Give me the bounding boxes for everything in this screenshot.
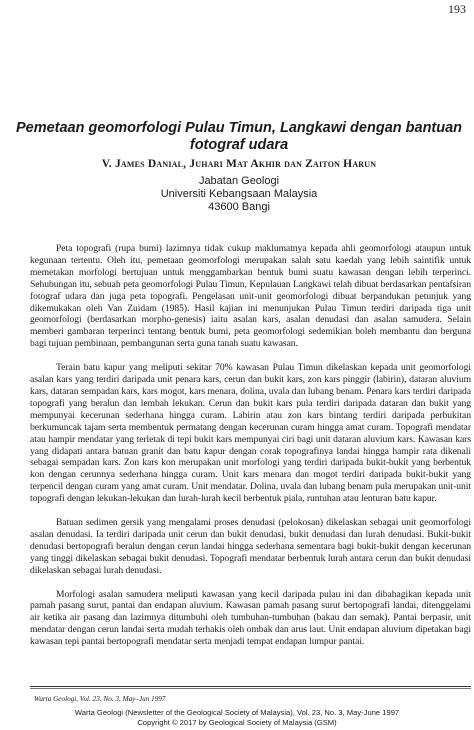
article-title: Pemetaan geomorfologi Pulau Timun, Langkawi dengan bantuan fotograf udara — [15, 120, 463, 153]
affiliation-block — [14, 175, 464, 214]
footer-divider — [30, 686, 471, 687]
footer-copyright-line: Copyright © 2017 by Geological Society of Malaysia (GSM) — [137, 718, 337, 727]
affiliation-department: Jabatan Geologi — [198, 175, 280, 187]
footer-divider-secondary — [30, 688, 471, 689]
paragraph: Terain batu kapur yang meliputi sekitar 70% kawasan Pulau Timun dikelaskan kepada unit geomorfologi asalan kars yang terdiri daripada unit penara kars, cerun dan bukit kars, zon kars pinggir (labirin), dataran aluvium kars, dataran sempadan kars, kars mogot, kars menara, dolina, uvala dan lubang benam. Penara kars terdiri daripada topografi yang beralun dan lembah lekukan. Cerun dan bukit kars pula terdiri daripada dataran dan bukit yang mempunyai kecerunan sederhana hingga curam. Labirin atau zon kars bintang terdiri daripada perbukitan berkumuncak tajam serta membentuk permatang dengan kecerunan curam hingga amat curam. Topografi mendatar atau hampir mendatar yang terletak di tepi bukit kars mempunyai ciri bagi unit dataran aluvium kars. Kawasan kars yang didapati antara batuan granit dan batu kapur dengan corak topografinya landai hingga hampir rata dikenali sebagai sempadan kars. Zon kars kon merupakan unit morfologi yang terdiri daripada bukit-bukit yang berbentuk kon dengan cerunnya sederhana hingga curam. Unit kars menara dan mogot terdiri daripada bukit-bukit yang terpencil dengan curam yang amat curam. Unit mendatar. Dolina, uvala dan lubang benam pula merupakan unit-unit topografi dengan lekukan-lekukan dan lurah-lurah kecil berbentuk piala, runtuhan atau lenturan batu kapur. — [30, 362, 471, 505]
affiliation-university: Universiti Kebangsaan Malaysia — [160, 188, 318, 200]
abstract-body — [30, 243, 471, 660]
author-list: V. James Danial, Juhari Mat Akhir dan Zaiton Harun — [101, 158, 377, 170]
paragraph: Morfologi asalan samudera meliputi kawasan yang kecil daripada pulau ini dan dibahagikan kepada unit pamah pasang surut, pantai dan endapan aluvium. Kawasan pamah pasang surut bertopografi landai, ditenggelami air ketika air pasang dan lazimnya ditumbuhi oleh tumbuhan-tumbuhan (bakau dan semak). Pantai berpasir, unit mendatar dengan cerun landai serta mudah terhakis oleh ombak dan arus laut. Unit endapan aluvium dipetakan bagi kawasan tepi pantai bertopografi mendatar serta menjadi tempat endapan lumpur pantai. — [30, 588, 471, 648]
paragraph: Peta topografi (rupa bumi) lazimnya tidak cukup maklumatnya kepada ahli geomorfologi ataupun untuk kegunaan tertentu. Oleh itu, pemetaan geomorfologi merupakan salah satu kaedah yang lebih saintifik untuk memetakan morfologi bertujuan untuk menggambarkan bentuk bumi suatu kawasan dengan lebih terperinci. Sehubungan itu, sebuah peta geomorfologi Pulau Timun, Kepulauan Langkawi telah dibuat berdasarkan pentafsiran fotograf udara dan juga peta topografi. Pengelasan unit-unit geomorfologi dibuat berpandukan petunjuk yang dikemukakan oleh Van Zuidam (1985). Hasil kajian ini menunjukan Pulau Timun terdiri daripada tiga unit geomorfologi (berdasarkan morpho-genesis) iaitu asalan kars, asalan denudasi dan asalan samudera. Selain memberi gambaran terperinci tentang bentuk bumi, peta geomorfologi sedemikian boleh membantu dan berguna bagi tujuan pembinaan, pembangunan serta guna tanah suatu kawasan. — [30, 243, 471, 350]
footer-journal-line: Warta Geologi (Newsletter of the Geological Society of Malaysia), Vol. 23, No. 3, May-June 1997 — [74, 708, 400, 717]
affiliation-postcode: 43600 Bangi — [208, 201, 270, 213]
journal-citation: Warta Geologi, Vol. 23, No. 3, May–Jun 1997 — [34, 695, 166, 703]
paragraph: Batuan sedimen gersik yang mengalami proses denudasi (pelokosan) dikelaskan sebagai unit geomorfologi asalan denudasi. Ia terdiri daripada unit cerun dan bukit denudasi, bukit denudasi dan lurah denudasi. Bukit-bukit denudasi bertopografi beralun dengan cerun landai hingga sederhana sementara bagi bukit-bukit dengan kecerunan yang tinggi dikelaskan sebagai bukit denudasi. Topografi mendatar berbentuk lurah antara cerun dan bukit denudasi dikelaskan sebagai lurah denudasi. — [30, 517, 471, 576]
page-footer — [0, 708, 474, 728]
page-number: 193 — [448, 2, 466, 16]
